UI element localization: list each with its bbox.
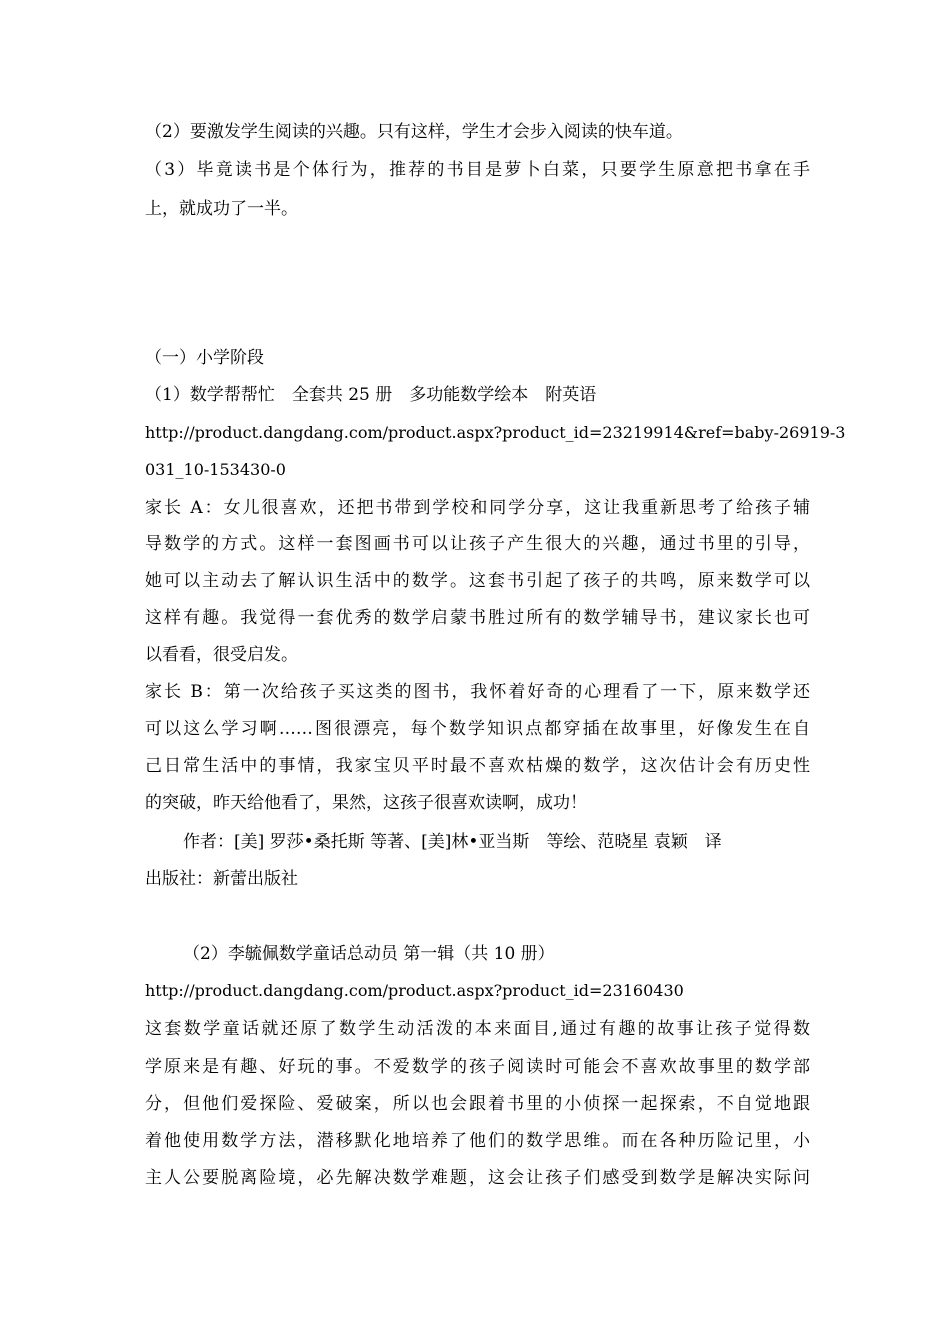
book-2-desc-line-5: 主人公要脱离险境，必先解决数学难题，这会让孩子们感受到数学是解决实际问: [145, 1168, 810, 1188]
review-b-line-2: 可以这么学习啊……图很漂亮，每个数学知识点都穿插在故事里，好像发生在自: [145, 719, 810, 739]
review-b-line-1: 家长 B：第一次给孩子买这类的图书，我怀着好奇的心理看了一下，原来数学还: [145, 682, 810, 702]
review-a-line-1: 家长 A：女儿很喜欢，还把书带到学校和同学分享，这让我重新思考了给孩子辅: [145, 498, 810, 518]
book-2-desc-line-1: 这套数学童话就还原了数学生动活泼的本来面目,通过有趣的故事让孩子觉得数: [145, 1019, 810, 1039]
review-a-line-5: 以看看，很受启发。: [145, 645, 298, 665]
book-2-desc-line-4: 着他使用数学方法，潜移默化地培养了他们的数学思维。而在各种历险记里，小: [145, 1131, 810, 1151]
book-1-url-line-1[interactable]: http://product.dangdang.com/product.aspx?product_id=23219914&ref=baby-26919-3: [145, 423, 846, 442]
book-1-author: 作者：[美] 罗莎•桑托斯 等著、[美]林•亚当斯 等绘、范晓星 袁颖 译: [183, 832, 722, 852]
book-2-title: （2）李毓佩数学童话总动员 第一辑（共 10 册）: [183, 944, 555, 964]
intro-paragraph-3-line-1: （3）毕竟读书是个体行为，推荐的书目是萝卜白菜，只要学生原意把书拿在手: [145, 160, 810, 180]
book-2-desc-line-3: 分，但他们爱探险、爱破案，所以也会跟着书里的小侦探一起探索，不自觉地跟: [145, 1094, 810, 1114]
intro-paragraph-3-line-2: 上，就成功了一半。: [145, 199, 298, 219]
section-heading: （一）小学阶段: [145, 348, 264, 368]
review-b-line-3: 己日常生活中的事情，我家宝贝平时最不喜欢枯燥的数学，这次估计会有历史性: [145, 756, 810, 776]
book-2-url[interactable]: http://product.dangdang.com/product.aspx?product_id=23160430: [145, 981, 684, 1000]
book-2-desc-line-2: 学原来是有趣、好玩的事。不爱数学的孩子阅读时可能会不喜欢故事里的数学部: [145, 1057, 810, 1077]
book-1-publisher: 出版社：新蕾出版社: [145, 869, 298, 889]
intro-paragraph-2: （2）要激发学生阅读的兴趣。只有这样，学生才会步入阅读的快车道。: [145, 122, 683, 142]
book-1-title: （1）数学帮帮忙 全套共 25 册 多功能数学绘本 附英语: [145, 385, 597, 405]
review-a-line-4: 这样有趣。我觉得一套优秀的数学启蒙书胜过所有的数学辅导书，建议家长也可: [145, 608, 810, 628]
review-b-line-4: 的突破，昨天给他看了，果然，这孩子很喜欢读啊，成功！: [145, 793, 587, 813]
review-a-line-2: 导数学的方式。这样一套图画书可以让孩子产生很大的兴趣，通过书里的引导，: [145, 534, 810, 554]
book-1-url-line-2[interactable]: 031_10-153430-0: [145, 460, 286, 479]
review-a-line-3: 她可以主动去了解认识生活中的数学。这套书引起了孩子的共鸣，原来数学可以: [145, 571, 810, 591]
